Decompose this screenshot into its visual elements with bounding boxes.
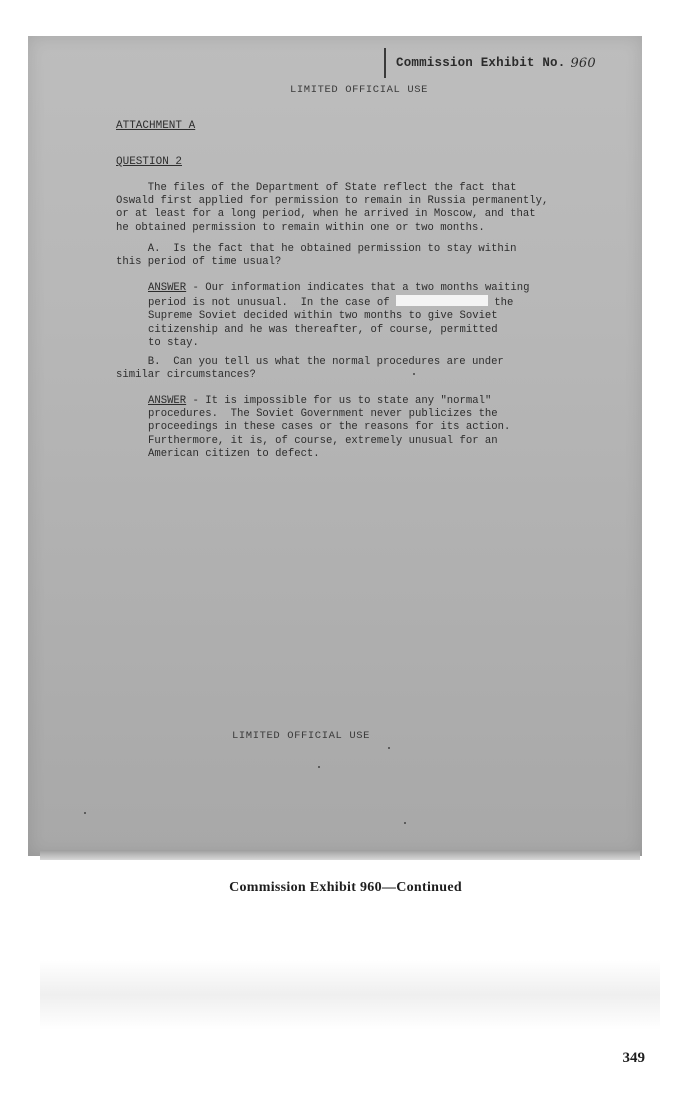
answer-b-label: ANSWER (148, 395, 187, 407)
answer-a-rest: Supreme Soviet decided within two months to give Soviet citizenship and he was thereafter, of course, permitted to stay. (148, 310, 498, 349)
question-heading: QUESTION 2 (116, 156, 183, 168)
page-bleed (40, 960, 660, 1030)
intro-paragraph: The files of the Department of State reflect the fact that Oswald first applied for permission to remain in Russia permanently, or at least for a long period, when he arrived in Moscow, and that he obtained permission to remain within one or two months. (116, 182, 549, 234)
classification-bottom: LIMITED OFFICIAL USE (232, 730, 371, 742)
scan-speck (413, 373, 415, 375)
scan-speck (388, 747, 390, 749)
exhibit-stamp-label: Commission Exhibit No. (396, 56, 566, 70)
answer-a (148, 282, 529, 350)
scan-speck (318, 766, 320, 768)
scan-speck (84, 812, 86, 814)
classification-top: LIMITED OFFICIAL USE (290, 84, 429, 96)
exhibit-stamp (384, 48, 610, 78)
answer-a-line2-pre: period is not unusual. In the case of (148, 297, 396, 310)
answer-a-label: ANSWER (148, 282, 187, 294)
page-number: 349 (622, 1050, 645, 1066)
answer-b (148, 395, 510, 461)
scan-speck (404, 822, 406, 824)
exhibit-stamp-number: 960 (570, 55, 596, 71)
question-a: A. Is the fact that he obtained permission to stay within this period of time usual? (116, 243, 517, 269)
answer-b-rest: procedures. The Soviet Government never publicizes the proceedings in these cases or the reasons for its action. Furthermore, it is, of course, extremely unusual for an American citizen to defect. (148, 408, 511, 460)
answer-b-line1: - It is impossible for us to state any "normal" (186, 395, 492, 407)
attachment-heading: ATTACHMENT A (116, 120, 196, 132)
answer-a-line1: - Our information indicates that a two months waiting (186, 282, 530, 294)
answer-a-line2-post: the (487, 297, 514, 310)
sheet-edge (40, 850, 640, 860)
question-b: B. Can you tell us what the normal procedures are under similar circumstances? (116, 356, 504, 382)
exhibit-caption: Commission Exhibit 960—Continued (229, 880, 462, 895)
redaction-block (396, 295, 488, 306)
